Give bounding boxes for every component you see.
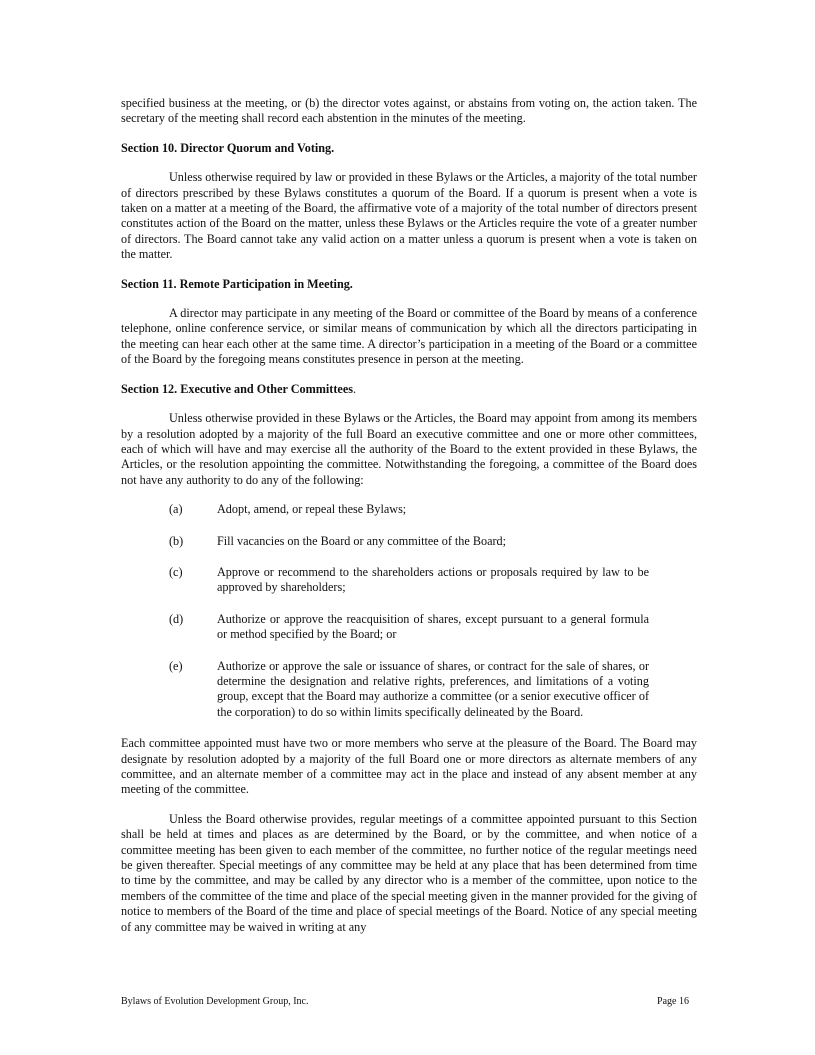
section-11-body: A director may participate in any meeting of the Board or committee of the Board by means of a conference telephone, online conference service, or similar means of communication by which all the directors participating in the meeting can hear each other at the same time. A director’s participation in a meeting of the Board or a committee of the Board by the foregoing means constitutes presence in person at the meeting. [121, 306, 697, 367]
section-12-closing: Unless the Board otherwise provides, regular meetings of a committee appointed pursuant to this Section shall be held at times and places as are determined by the Board, or by the committee, and when notice of a committee meeting has been given to each member of the committee, no further notice of the regular meetings need be given thereafter. Special meetings of any committee may be held at any place that has been determined from time to time by the committee, and may be called by any director who is a member of the committee, upon notice to the members of the committee of the time and place of the special meeting given in the manner provided for the giving of notice to members of the Board of the time and place of special meetings of the Board. Notice of any special meeting of any committee may be waived in writing at any [121, 811, 697, 934]
list-item-label: (e) [169, 658, 183, 673]
section-12-after-list: Each committee appointed must have two or more members who serve at the pleasure of the Board. The Board may designate by resolution adopted by a majority of the full Board one or more directors as alternate members of any committee, and an alternate member of a committee may act in the place and instead of any absent member at any meeting of the committee. [121, 736, 697, 797]
list-item-text: Authorize or approve the sale or issuance of shares, or contract for the sale of shares, or determine the designation and relative rights, preferences, and limitations of a voting group, except that the Board may authorize a committee (or a senior executive officer of the corporation) to do so within limits specifically delineated by the Board. [217, 658, 649, 719]
footer-page-number: Page 16 [657, 996, 689, 1007]
section-11-heading: Section 11. Remote Participation in Meeting. [121, 276, 353, 291]
section-12-heading [121, 382, 697, 397]
list-item [121, 534, 649, 549]
list-item-text: Adopt, amend, or repeal these Bylaws; [217, 502, 407, 517]
page-body [121, 96, 697, 949]
list-item [121, 502, 649, 517]
list-item [121, 565, 649, 596]
list-item-text: Fill vacancies on the Board or any committee of the Board; [217, 533, 507, 548]
list-item-label: (a) [169, 502, 183, 517]
section-12-heading-text: Section 12. Executive and Other Committees [121, 381, 353, 396]
continued-paragraph: specified business at the meeting, or (b) the director votes against, or abstains from voting on, the action taken. The secretary of the meeting shall record each abstention in the minutes of the meeting. [121, 96, 697, 126]
list-item-text: Authorize or approve the reacquisition of shares, except pursuant to a general formula or method specified by the Board; or [217, 611, 649, 642]
section-12-body: Unless otherwise provided in these Bylaws or the Articles, the Board may appoint from among its members by a resolution adopted by a majority of the full Board an executive committee and one or more other committees, each of which will have and may exercise all the authority of the Board to the extent provided in these Bylaws, the Articles, or the resolution appointing the committee. Notwithstanding the foregoing, a committee of the Board does not have any authority to do any of the following: [121, 411, 697, 487]
list-item-label: (c) [169, 564, 183, 579]
section-10-body: Unless otherwise required by law or provided in these Bylaws or the Articles, a majority of the total number of directors prescribed by these Bylaws constitutes a quorum of the Board. If a quorum is present when a vote is taken on a matter at a meeting of the Board, the affirmative vote of a majority of the total number of directors present constitutes action of the Board on the matter, unless these Bylaws or the Articles require the vote of a greater number of directors. The Board cannot take any valid action on a matter unless a quorum is present when a vote is taken on the matter. [121, 170, 697, 262]
list-item-label: (d) [169, 611, 184, 626]
list-item [121, 612, 649, 643]
section-10-heading: Section 10. Director Quorum and Voting. [121, 140, 335, 155]
list-item-text: Approve or recommend to the shareholders actions or proposals required by law to be approved by shareholders; [217, 564, 649, 595]
section-12-heading-period: . [352, 381, 357, 396]
footer-document-title: Bylaws of Evolution Development Group, Inc. [121, 996, 309, 1007]
list-item-label: (b) [169, 533, 184, 548]
list-item [121, 659, 649, 721]
committee-restrictions-list [121, 502, 697, 720]
